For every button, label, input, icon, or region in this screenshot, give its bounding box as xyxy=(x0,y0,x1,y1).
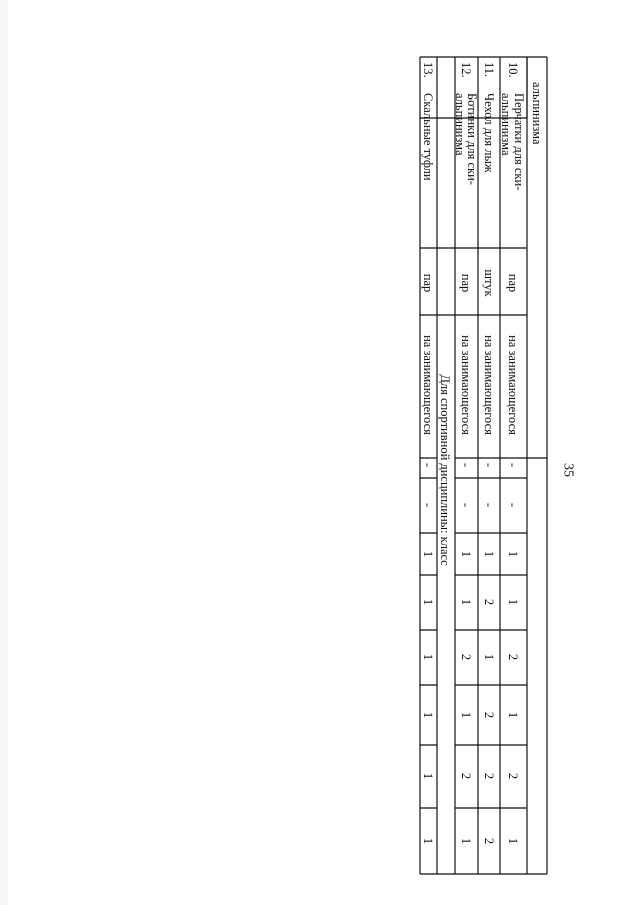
value-cell: 1 xyxy=(482,653,496,661)
value-cell: 1 xyxy=(459,598,473,606)
value-cell: 2 xyxy=(482,711,496,719)
value-cell: 1 xyxy=(459,711,473,719)
unit: пар xyxy=(459,273,473,293)
value-cell: - xyxy=(506,502,520,508)
value-cell: - xyxy=(482,502,496,508)
value-cell: 1 xyxy=(421,550,435,558)
table-row xyxy=(499,62,526,844)
unit: штук xyxy=(482,269,496,297)
row-number: 11. xyxy=(482,62,496,78)
unit: пар xyxy=(421,273,435,293)
value-cell: - xyxy=(506,462,520,468)
value-cell: - xyxy=(459,462,473,468)
span-row-label: Для спортивной дисциплины: класс xyxy=(438,374,452,566)
value-cell: 2 xyxy=(482,772,496,780)
page-number: 35 xyxy=(560,463,576,477)
item-name: Перчатки для ски- xyxy=(512,93,526,191)
unit: пар xyxy=(506,273,520,293)
value-cell: 2 xyxy=(482,598,496,606)
item-name: Ботинки для ски- xyxy=(465,93,479,185)
value-cell: 1 xyxy=(506,837,520,845)
value-cell: 1 xyxy=(506,711,520,719)
issued-to: на занимающегося xyxy=(506,335,520,435)
value-cell: 1 xyxy=(506,598,520,606)
equipment-table xyxy=(420,57,547,874)
row-number: 13. xyxy=(421,62,435,78)
value-cell: - xyxy=(482,462,496,468)
issued-to: на занимающегося xyxy=(421,335,435,435)
item-name: альпинизма xyxy=(499,93,513,156)
value-cell: 1 xyxy=(421,653,435,661)
item-name: Чехол для лыж xyxy=(482,93,496,173)
value-cell: 1 xyxy=(421,837,435,845)
row-number: 10. xyxy=(506,62,520,78)
issued-to: на занимающегося xyxy=(482,335,496,435)
value-cell: 1 xyxy=(421,772,435,780)
value-cell: - xyxy=(459,502,473,508)
value-cell: 1 xyxy=(421,711,435,719)
heading-fragment: альпинизма xyxy=(530,82,544,145)
value-cell: 1 xyxy=(459,550,473,558)
table-row xyxy=(482,62,496,844)
value-cell: 2 xyxy=(482,837,496,845)
value-cell: - xyxy=(421,462,435,468)
value-cell: 1 xyxy=(506,550,520,558)
table-row xyxy=(421,62,435,844)
item-name: альпинизма xyxy=(453,93,467,156)
value-cell: 2 xyxy=(459,653,473,661)
row-number: 12. xyxy=(459,62,473,78)
value-cell: 1 xyxy=(421,598,435,606)
value-cell: 1 xyxy=(482,550,496,558)
value-cell: 2 xyxy=(459,772,473,780)
value-cell: 2 xyxy=(506,653,520,661)
item-name: Скальные туфли xyxy=(421,93,435,181)
table-row xyxy=(453,62,479,844)
value-cell: - xyxy=(421,502,435,508)
issued-to: на занимающегося xyxy=(459,335,473,435)
value-cell: 2 xyxy=(506,772,520,780)
value-cell: 1 xyxy=(459,837,473,845)
